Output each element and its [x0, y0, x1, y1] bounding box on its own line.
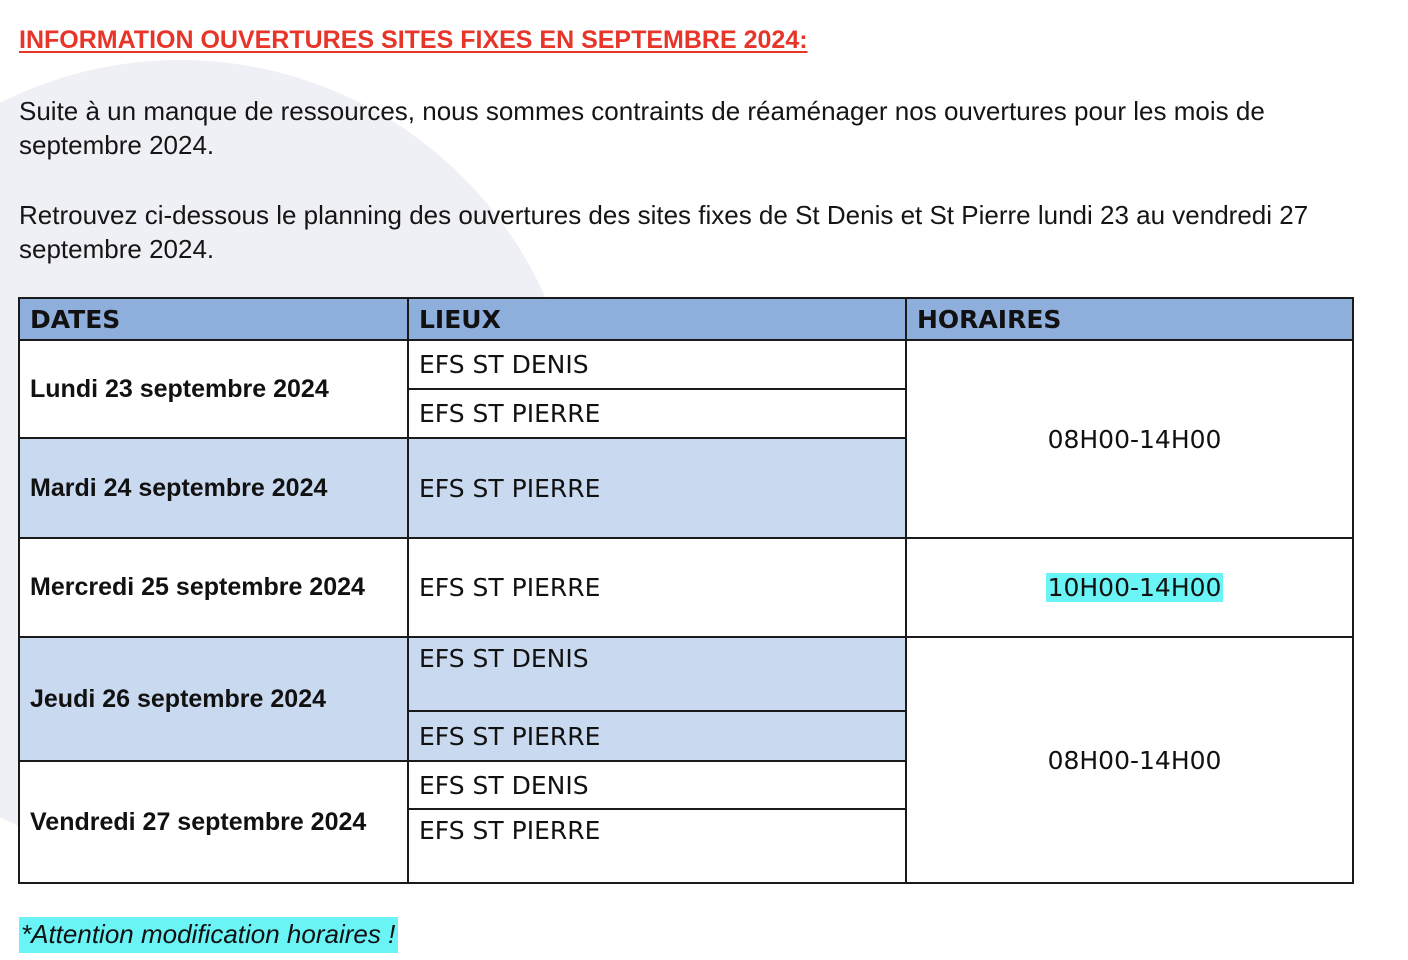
table-header-row — [19, 298, 1353, 340]
horaire-highlight: 10H00-14H00 — [1047, 573, 1222, 602]
table-row — [19, 538, 1353, 637]
table-row — [19, 340, 1353, 389]
horaire-jeudi-vendredi — [906, 637, 1353, 883]
lieu-mardi-st-pierre: EFS ST PIERRE — [408, 438, 906, 538]
lieu-lundi-st-denis: EFS ST DENIS — [408, 340, 906, 389]
date-jeudi: Jeudi 26 septembre 2024 — [19, 637, 408, 761]
horaire-text: 08H00-14H00 — [1047, 745, 1222, 775]
header-dates: DATES — [19, 298, 408, 340]
header-lieux: LIEUX — [408, 298, 906, 340]
lieu-lundi-st-pierre: EFS ST PIERRE — [408, 389, 906, 438]
date-mardi: Mardi 24 septembre 2024 — [19, 438, 408, 538]
page-title: INFORMATION OUVERTURES SITES FIXES EN SEPTEMBRE 2024: — [19, 26, 808, 54]
lieu-mercredi-st-pierre: EFS ST PIERRE — [408, 538, 906, 637]
schedule-intro-paragraph: Retrouvez ci-dessous le planning des ouvertures des sites fixes de St Denis et St Pierre lundi 23 au vendredi 27 septembre 2024. — [19, 200, 1309, 264]
schedule-table — [18, 297, 1354, 884]
lieu-vendredi-st-pierre: EFS ST PIERRE — [408, 809, 906, 883]
table-row — [19, 637, 1353, 711]
lieu-jeudi-st-pierre: EFS ST PIERRE — [408, 711, 906, 761]
attention-note: *Attention modification horaires ! — [19, 917, 398, 953]
intro-paragraph: Suite à un manque de ressources, nous sommes contraints de réaménager nos ouvertures pour les mois de septembre 2024. — [19, 96, 1265, 160]
date-mercredi: Mercredi 25 septembre 2024 — [19, 538, 408, 637]
header-horaires: HORAIRES — [906, 298, 1353, 340]
lieu-vendredi-st-denis: EFS ST DENIS — [408, 761, 906, 809]
date-lundi: Lundi 23 septembre 2024 — [19, 340, 408, 438]
lieu-jeudi-st-denis: EFS ST DENIS — [408, 637, 906, 711]
date-vendredi: Vendredi 27 septembre 2024 — [19, 761, 408, 883]
horaire-text: 08H00-14H00 — [1047, 424, 1222, 454]
horaire-lundi-mardi — [906, 340, 1353, 538]
horaire-mercredi — [906, 538, 1353, 637]
